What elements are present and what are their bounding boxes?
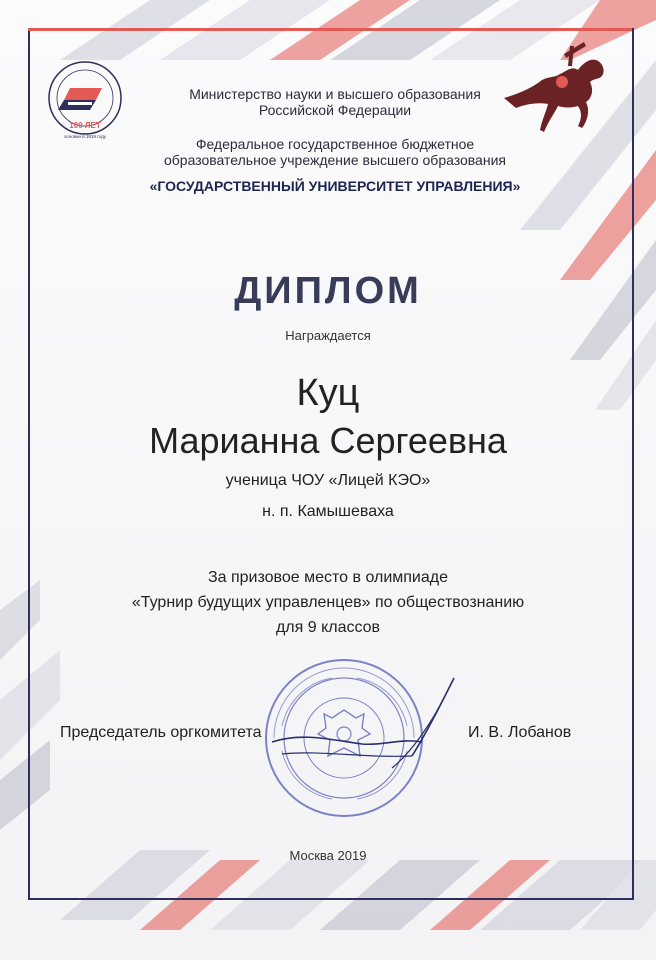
header-text-block: [130, 86, 540, 194]
university-name: «ГОСУДАРСТВЕННЫЙ УНИВЕРСИТЕТ УПРАВЛЕНИЯ»: [149, 178, 521, 194]
recipient-name: Марианна Сергеевна: [149, 420, 507, 461]
frame-red-accent: [28, 28, 632, 31]
recipient-town: н. п. Камышеваха: [262, 503, 394, 520]
awarded-label: Награждается: [285, 328, 371, 343]
reason-line-3: для 9 классов: [275, 619, 381, 636]
university-logo: [40, 58, 130, 148]
handwritten-signature: [262, 672, 472, 782]
city-year: Москва 2019: [289, 848, 367, 863]
diploma-title: ДИПЛОМ: [234, 270, 422, 312]
recipient-school: ученица ЧОУ «Лицей КЭО»: [225, 472, 431, 489]
institution-line-2: образовательное учреждение высшего образования: [164, 152, 506, 168]
award-reason: [0, 565, 656, 640]
svg-text:основан в 1919 году: основан в 1919 году: [63, 134, 107, 139]
ministry-line-1: Министерство науки и высшего образования: [189, 86, 481, 102]
signer-name: И. В. Лобанов: [468, 724, 572, 741]
institution-line-1: Федеральное государственное бюджетное: [195, 136, 475, 152]
reason-line-2: «Турнир будущих управленцев» по обществознанию: [131, 594, 525, 611]
recipient-surname: Куц: [296, 372, 360, 414]
ministry-line-2: Российской Федерации: [258, 102, 412, 118]
chair-title: Председатель оргкомитета: [60, 724, 262, 741]
reason-line-1: За призовое место в олимпиаде: [207, 569, 448, 586]
svg-text:100 ЛЕТ: 100 ЛЕТ: [69, 121, 101, 130]
